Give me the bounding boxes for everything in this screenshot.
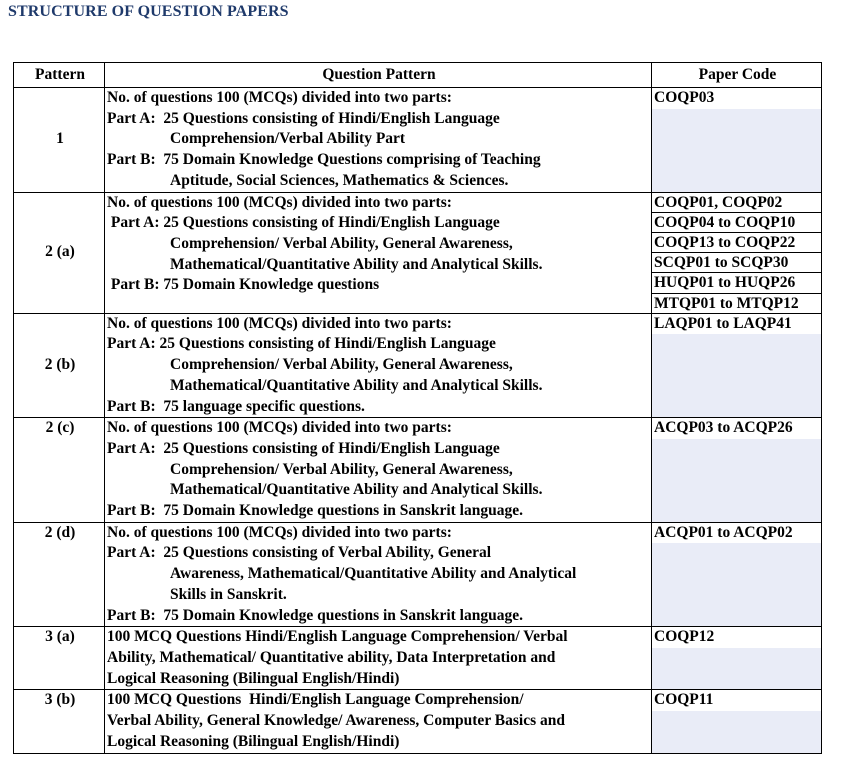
paper-code: COQP01, COQP02 xyxy=(652,193,821,213)
paper-code-cell xyxy=(652,627,822,690)
question-line: Logical Reasoning (Bilingual English/Hindi) xyxy=(107,669,400,687)
question-pattern-cell xyxy=(105,627,652,690)
pattern-cell: 2 (a) xyxy=(14,192,105,313)
paper-code: SCQP01 to SCQP30 xyxy=(652,253,821,273)
question-line: Awareness, Mathematical/Quantitative Ability and Analytical xyxy=(170,565,577,583)
question-line: Comprehension/ Verbal Ability, General Awareness, xyxy=(170,356,513,374)
page-title: STRUCTURE OF QUESTION PAPERS xyxy=(8,3,289,20)
table-row xyxy=(14,192,822,313)
question-line: Skills in Sanskrit. xyxy=(170,585,287,603)
paper-code: COQP03 xyxy=(652,88,821,109)
paper-code-cell xyxy=(652,690,822,753)
paper-code: ACQP01 to ACQP02 xyxy=(652,523,821,544)
question-pattern-cell xyxy=(105,313,652,418)
paper-code-cell xyxy=(652,522,822,627)
question-line: 100 MCQ Questions Hindi/English Language Comprehension/ xyxy=(107,691,524,709)
question-line: 100 MCQ Questions Hindi/English Language Comprehension/ Verbal xyxy=(107,628,568,646)
question-line: Mathematical/Quantitative Ability and Analytical Skills. xyxy=(170,481,543,499)
question-line: No. of questions 100 (MCQs) divided into two parts: xyxy=(107,193,452,211)
table-row xyxy=(14,313,822,418)
question-line: Verbal Ability, General Knowledge/ Awareness, Computer Basics and xyxy=(107,712,565,730)
question-line: Logical Reasoning (Bilingual English/Hindi) xyxy=(107,732,400,750)
question-line: Part B: 75 Domain Knowledge questions in Sanskrit language. xyxy=(107,502,523,520)
header-paper-code: Paper Code xyxy=(652,63,822,88)
paper-code-cell xyxy=(652,313,822,418)
question-line: Mathematical/Quantitative Ability and Analytical Skills. xyxy=(170,376,543,394)
paper-code: HUQP01 to HUQP26 xyxy=(652,273,821,293)
question-line: Part A: 25 Questions consisting of Verbal Ability, General xyxy=(107,544,492,562)
question-line: Part A: 25 Questions consisting of Hindi/English Language xyxy=(107,109,500,127)
question-line: Part A: 25 Questions consisting of Hindi/English Language xyxy=(107,439,500,457)
question-pattern-cell xyxy=(105,418,652,523)
table-row xyxy=(14,690,822,753)
question-line: No. of questions 100 (MCQs) divided into two parts: xyxy=(107,419,452,437)
pattern-cell: 2 (b) xyxy=(14,313,105,418)
paper-code: COQP11 xyxy=(652,690,821,711)
pattern-cell: 1 xyxy=(14,88,105,193)
table-row xyxy=(14,627,822,690)
question-pattern-cell xyxy=(105,192,652,313)
question-line: Aptitude, Social Sciences, Mathematics & Sciences. xyxy=(170,171,509,189)
question-line: No. of questions 100 (MCQs) divided into two parts: xyxy=(107,523,452,541)
question-line: Part B: 75 Domain Knowledge questions xyxy=(107,276,380,294)
question-pattern-cell xyxy=(105,88,652,193)
question-line: Part A: 25 Questions consisting of Hindi/English Language xyxy=(107,335,496,353)
paper-code: ACQP03 to ACQP26 xyxy=(652,418,821,439)
question-line: Comprehension/Verbal Ability Part xyxy=(170,130,406,148)
paper-code: COQP12 xyxy=(652,627,821,648)
table-row xyxy=(14,88,822,193)
question-line: No. of questions 100 (MCQs) divided into two parts: xyxy=(107,89,452,106)
paper-code: COQP04 to COQP10 xyxy=(652,213,821,233)
header-question-pattern: Question Pattern xyxy=(105,63,652,88)
paper-code: MTQP01 to MTQP12 xyxy=(652,294,821,313)
question-line: Mathematical/Quantitative Ability and Analytical Skills. xyxy=(170,255,543,273)
pattern-cell: 3 (b) xyxy=(14,690,105,753)
paper-code-cell xyxy=(652,192,822,313)
table-row xyxy=(14,418,822,523)
question-pattern-cell xyxy=(105,522,652,627)
question-paper-table xyxy=(13,62,822,754)
paper-code-cell xyxy=(652,418,822,523)
table-row xyxy=(14,522,822,627)
paper-code: LAQP01 to LAQP41 xyxy=(652,314,821,335)
table-header-row xyxy=(14,63,822,88)
question-line: Part B: 75 Domain Knowledge Questions comprising of Teaching xyxy=(107,151,541,169)
question-line: Ability, Mathematical/ Quantitative ability, Data Interpretation and xyxy=(107,648,556,666)
question-line: Part A: 25 Questions consisting of Hindi/English Language xyxy=(107,214,500,232)
paper-code: COQP13 to COQP22 xyxy=(652,233,821,253)
pattern-cell: 2 (c) xyxy=(14,418,105,523)
pattern-cell: 2 (d) xyxy=(14,522,105,627)
pattern-cell: 3 (a) xyxy=(14,627,105,690)
question-pattern-cell xyxy=(105,690,652,753)
question-line: Comprehension/ Verbal Ability, General Awareness, xyxy=(170,234,513,252)
question-line: Part B: 75 Domain Knowledge questions in Sanskrit language. xyxy=(107,606,523,624)
question-line: Part B: 75 language specific questions. xyxy=(107,397,365,415)
question-line: No. of questions 100 (MCQs) divided into two parts: xyxy=(107,314,452,332)
paper-code-cell xyxy=(652,88,822,193)
question-line: Comprehension/ Verbal Ability, General Awareness, xyxy=(170,460,513,478)
header-pattern: Pattern xyxy=(14,63,105,88)
